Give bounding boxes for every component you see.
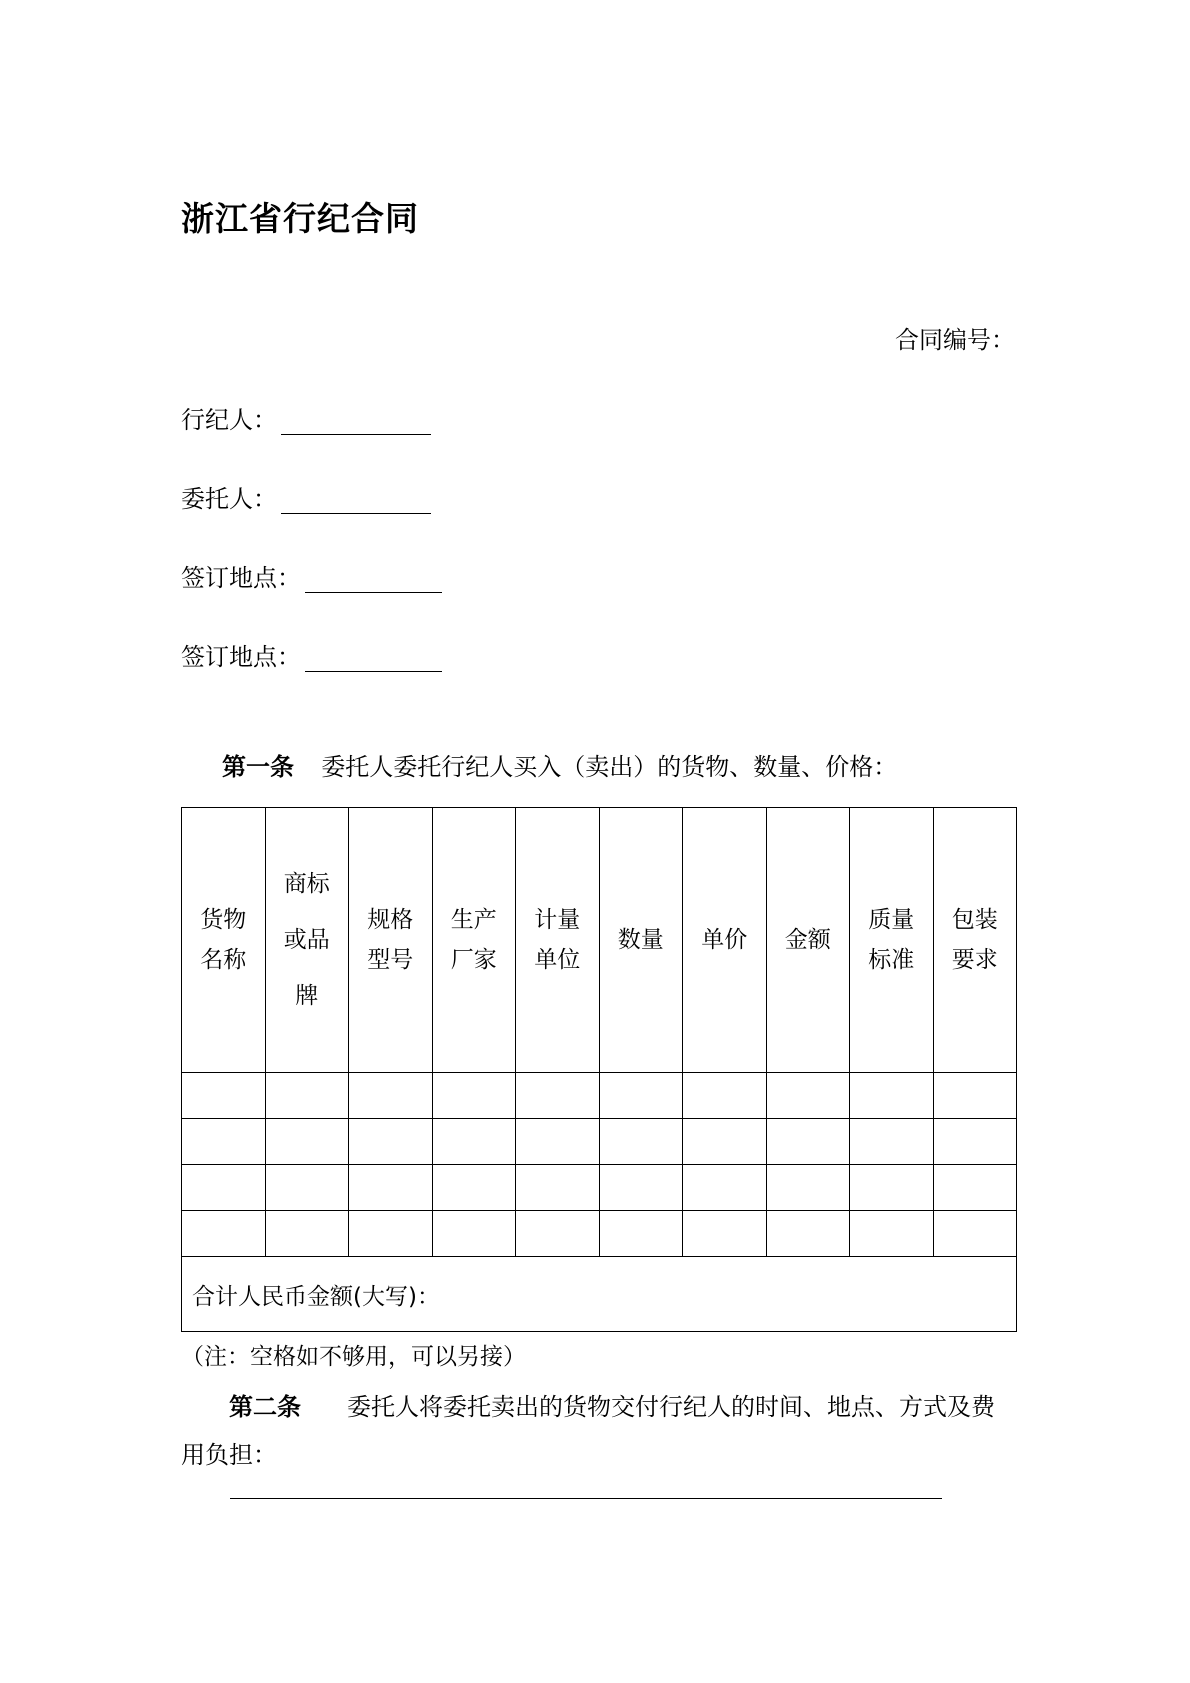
table-cell[interactable]: [265, 1211, 349, 1257]
table-cell[interactable]: [599, 1073, 683, 1119]
total-amount-cell[interactable]: [182, 1257, 1017, 1332]
header-unit: 计量 单位: [516, 808, 600, 1073]
table-total-row: [182, 1257, 1017, 1332]
table-note: （注：空格如不够用，可以另接）: [181, 1344, 526, 1370]
page-title: 浙江省行纪合同: [181, 199, 419, 238]
table-cell[interactable]: [850, 1165, 934, 1211]
header-goods-name: 货物 名称: [182, 808, 266, 1073]
table-cell[interactable]: [182, 1073, 266, 1119]
article-1-heading: 第一条: [222, 753, 294, 781]
table-cell[interactable]: [933, 1119, 1017, 1165]
table-cell[interactable]: [432, 1211, 516, 1257]
article-2: [181, 1383, 1017, 1479]
table-cell[interactable]: [182, 1165, 266, 1211]
header-manufacturer: 生产 厂家: [432, 808, 516, 1073]
table-cell[interactable]: [349, 1211, 433, 1257]
field-signing-place: [181, 558, 442, 593]
field-agent: [181, 400, 431, 435]
table-cell[interactable]: [850, 1119, 934, 1165]
table-cell[interactable]: [516, 1119, 600, 1165]
table-cell[interactable]: [850, 1073, 934, 1119]
table-cell[interactable]: [766, 1119, 850, 1165]
header-packaging: 包装 要求: [933, 808, 1017, 1073]
field-agent-blank[interactable]: [281, 408, 431, 435]
table-cell[interactable]: [265, 1119, 349, 1165]
header-amount: 金额: [766, 808, 850, 1073]
table-cell[interactable]: [850, 1211, 934, 1257]
table-cell[interactable]: [683, 1119, 767, 1165]
table-cell[interactable]: [933, 1073, 1017, 1119]
header-spec-model: 规格 型号: [349, 808, 433, 1073]
table-cell[interactable]: [683, 1211, 767, 1257]
table-cell[interactable]: [516, 1211, 600, 1257]
table-cell[interactable]: [933, 1211, 1017, 1257]
table-cell[interactable]: [182, 1211, 266, 1257]
article-1: [222, 747, 897, 782]
table-cell[interactable]: [766, 1165, 850, 1211]
header-quality-standard: 质量 标准: [850, 808, 934, 1073]
field-client-blank[interactable]: [281, 487, 431, 514]
table-row: [182, 1119, 1017, 1165]
table-cell[interactable]: [265, 1165, 349, 1211]
fill-in-line[interactable]: [230, 1498, 942, 1499]
table-cell[interactable]: [432, 1073, 516, 1119]
table-cell[interactable]: [683, 1073, 767, 1119]
table-cell[interactable]: [349, 1119, 433, 1165]
field-client: [181, 479, 431, 514]
table-row: [182, 1165, 1017, 1211]
table-row: [182, 1073, 1017, 1119]
table-cell[interactable]: [349, 1073, 433, 1119]
table-cell[interactable]: [766, 1073, 850, 1119]
table-cell[interactable]: [182, 1119, 266, 1165]
table-cell[interactable]: [432, 1165, 516, 1211]
goods-table: [181, 807, 1017, 1335]
table-cell[interactable]: [516, 1073, 600, 1119]
field-agent-label: 行纪人：: [181, 406, 277, 434]
field-signing-place-2-label: 签订地点：: [181, 643, 301, 671]
table-cell[interactable]: [265, 1073, 349, 1119]
field-client-label: 委托人：: [181, 485, 277, 513]
table-cell[interactable]: [599, 1165, 683, 1211]
table-cell[interactable]: [599, 1211, 683, 1257]
table-cell[interactable]: [349, 1165, 433, 1211]
field-signing-place-2: [181, 637, 442, 672]
header-unit-price: 单价: [683, 808, 767, 1073]
field-signing-place-label: 签订地点：: [181, 564, 301, 592]
table-cell[interactable]: [599, 1119, 683, 1165]
article-2-text: 委托人将委托卖出的货物交付行纪人的时间、地点、方式及费用负担：: [181, 1393, 995, 1469]
header-brand: 商标 或品 牌: [265, 808, 349, 1073]
table-cell[interactable]: [683, 1165, 767, 1211]
field-signing-place-blank[interactable]: [305, 566, 442, 593]
table-cell[interactable]: [933, 1165, 1017, 1211]
contract-number-label: 合同编号：: [895, 326, 1015, 354]
table-cell[interactable]: [432, 1119, 516, 1165]
article-1-text: 委托人委托行纪人买入（卖出）的货物、数量、价格：: [321, 753, 898, 781]
table-cell[interactable]: [516, 1165, 600, 1211]
field-signing-place-2-blank[interactable]: [305, 645, 442, 672]
header-quantity: 数量: [599, 808, 683, 1073]
goods-table-header-row: [182, 808, 1017, 1073]
total-amount-label: 合计人民币金额(大写)：: [192, 1283, 440, 1310]
table-row: [182, 1211, 1017, 1257]
article-2-heading: 第二条: [229, 1393, 301, 1421]
table-cell[interactable]: [766, 1211, 850, 1257]
